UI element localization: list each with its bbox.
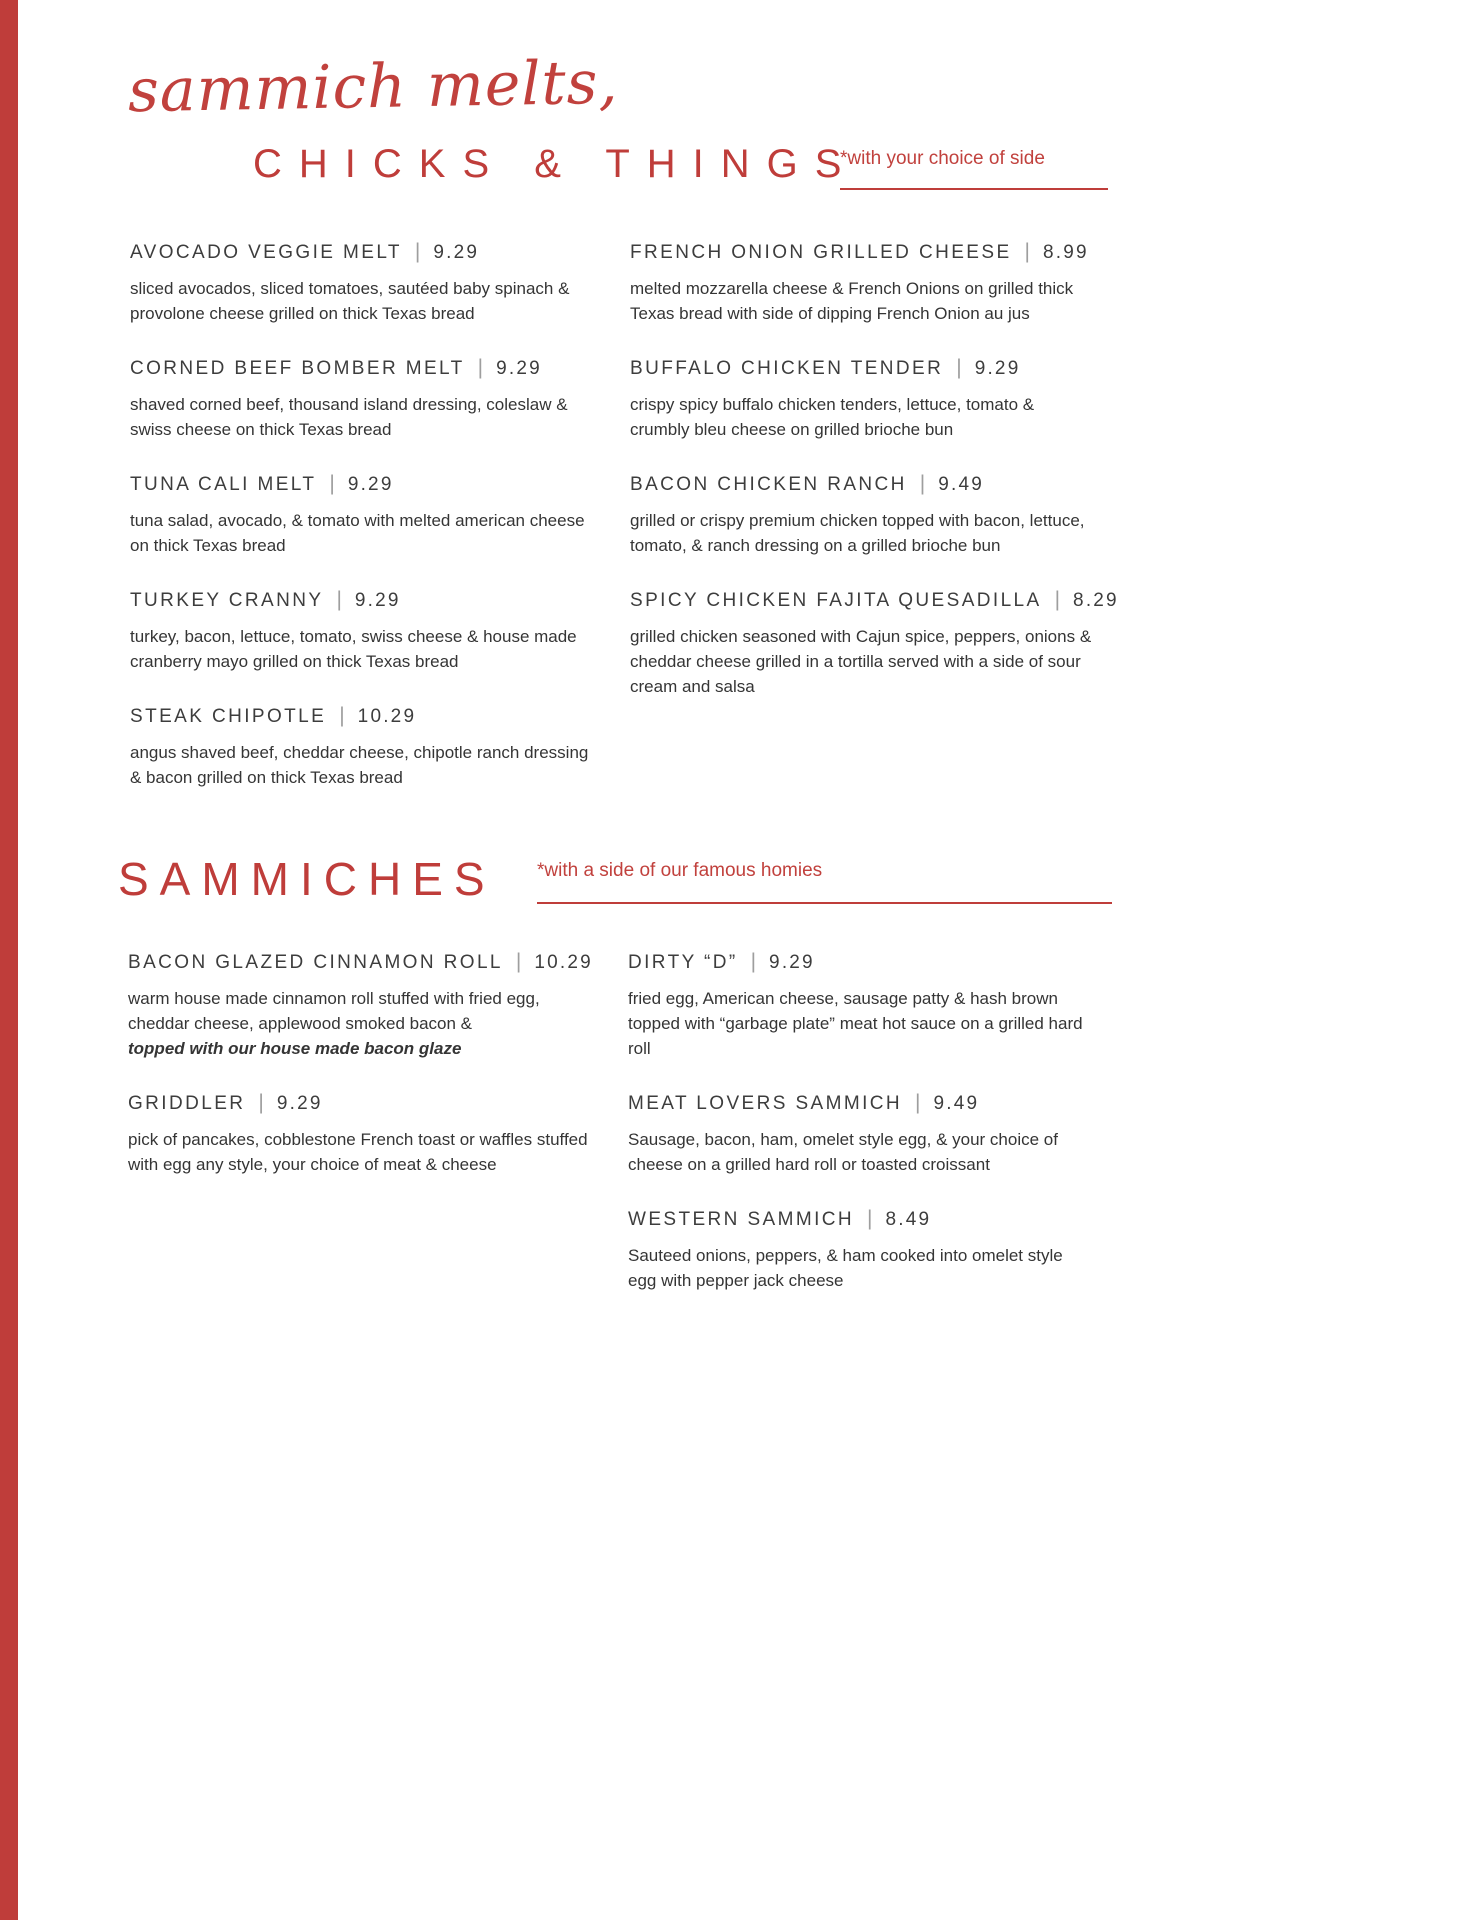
item-price: 9.29: [496, 358, 542, 379]
section2-left-column: [128, 950, 593, 1207]
item-price: 9.29: [769, 952, 815, 973]
menu-item: [628, 1207, 1093, 1293]
item-header: [130, 588, 595, 612]
item-price: 10.29: [534, 952, 593, 973]
item-header: [628, 950, 1093, 974]
price-separator-icon: |: [414, 240, 421, 263]
item-name: AVOCADO VEGGIE MELT: [130, 242, 402, 263]
section2-items: [128, 950, 1118, 1323]
item-description: Sausage, bacon, ham, omelet style egg, & your choice of cheese on a grilled hard roll or toasted croissant: [628, 1130, 1058, 1174]
price-separator-icon: |: [339, 704, 345, 727]
menu-item: [128, 950, 593, 1061]
item-header: [128, 950, 593, 974]
section2-title: SAMMICHES: [118, 853, 496, 905]
item-name: STEAK CHIPOTLE: [130, 706, 327, 727]
item-header: [630, 472, 1095, 496]
menu-item: [130, 704, 595, 790]
menu-item: [630, 588, 1119, 699]
menu-item: [628, 950, 1093, 1061]
section2-note: *with a side of our famous homies: [537, 860, 1112, 904]
left-accent-bar: [0, 0, 18, 1920]
item-price: 9.29: [433, 242, 480, 263]
item-description: warm house made cinnamon roll stuffed with fried egg, cheddar cheese, applewood smoked bacon &: [128, 989, 540, 1033]
menu-item: [130, 240, 595, 326]
item-price: 9.29: [974, 358, 1021, 379]
section1-title: CHICKS & THINGS: [253, 142, 859, 186]
item-header: [630, 356, 1095, 380]
price-separator-icon: |: [515, 950, 522, 973]
item-description: melted mozzarella cheese & French Onions on grilled thick Texas bread with side of dipping French Onion au jus: [630, 279, 1074, 323]
item-header: [628, 1207, 1093, 1231]
section1-items: [130, 240, 1120, 820]
item-header: [630, 588, 1119, 612]
item-name: BUFFALO CHICKEN TENDER: [630, 358, 944, 379]
price-separator-icon: |: [919, 472, 926, 495]
item-name: SPICY CHICKEN FAJITA QUESADILLA: [630, 590, 1042, 611]
item-header: [128, 1091, 593, 1115]
item-header: [130, 704, 595, 728]
item-price: 9.29: [354, 590, 401, 611]
section1-note: *with your choice of side: [840, 148, 1108, 190]
item-name: GRIDDLER: [128, 1093, 246, 1114]
item-price: 9.29: [347, 474, 394, 495]
item-name: BACON CHICKEN RANCH: [630, 474, 907, 495]
item-header: [130, 240, 595, 264]
item-name: TURKEY CRANNY: [130, 590, 324, 611]
menu-item: [628, 1091, 1093, 1177]
item-price: 9.49: [933, 1093, 980, 1114]
price-separator-icon: |: [956, 356, 962, 379]
item-name: FRENCH ONION GRILLED CHEESE: [630, 242, 1012, 263]
item-name: MEAT LOVERS SAMMICH: [628, 1093, 902, 1114]
menu-item: [130, 356, 595, 442]
item-price: 9.49: [938, 474, 985, 495]
section1-right-column: [630, 240, 1119, 729]
price-separator-icon: |: [750, 950, 757, 973]
section1-left-column: [130, 240, 595, 820]
menu-item: [130, 472, 595, 558]
price-separator-icon: |: [329, 472, 335, 495]
item-description: tuna salad, avocado, & tomato with melted american cheese on thick Texas bread: [130, 511, 585, 555]
item-description: crispy spicy buffalo chicken tenders, lettuce, tomato & crumbly bleu cheese on grilled brioche bun: [630, 395, 1035, 439]
price-separator-icon: |: [1024, 240, 1030, 263]
item-description: turkey, bacon, lettuce, tomato, swiss cheese & house made cranberry mayo grilled on thick Texas bread: [130, 627, 577, 671]
item-header: [130, 472, 595, 496]
menu-item: [630, 240, 1095, 326]
price-separator-icon: |: [915, 1091, 921, 1114]
item-name: WESTERN SAMMICH: [628, 1209, 854, 1230]
item-description: sliced avocados, sliced tomatoes, sautéed baby spinach & provolone cheese grilled on thick Texas bread: [130, 279, 570, 323]
item-price: 8.49: [885, 1209, 932, 1230]
item-description-emphasis: topped with our house made bacon glaze: [128, 1039, 462, 1058]
price-separator-icon: |: [258, 1091, 264, 1114]
item-description: grilled or crispy premium chicken topped with bacon, lettuce, tomato, & ranch dressing on a grilled brioche bun: [630, 511, 1085, 555]
price-separator-icon: |: [477, 356, 484, 379]
item-description: angus shaved beef, cheddar cheese, chipotle ranch dressing & bacon grilled on thick Texas bread: [130, 743, 589, 787]
price-separator-icon: |: [336, 588, 342, 611]
item-description: grilled chicken seasoned with Cajun spice, peppers, onions & cheddar cheese grilled in a tortilla served with a side of sour cream and salsa: [630, 627, 1092, 696]
item-header: [630, 240, 1095, 264]
item-header: [628, 1091, 1093, 1115]
section2-right-column: [628, 950, 1093, 1323]
menu-item: [130, 588, 595, 674]
price-separator-icon: |: [867, 1207, 873, 1230]
menu-item: [630, 356, 1095, 442]
section1-script-title: sammich melts,: [127, 47, 620, 127]
item-description: pick of pancakes, cobblestone French toast or waffles stuffed with egg any style, your choice of meat & cheese: [128, 1130, 588, 1174]
price-separator-icon: |: [1054, 588, 1061, 611]
item-description: fried egg, American cheese, sausage patty & hash brown topped with “garbage plate” meat hot sauce on a grilled hard roll: [628, 989, 1083, 1058]
menu-item: [128, 1091, 593, 1177]
item-price: 10.29: [357, 706, 417, 727]
menu-item: [630, 472, 1095, 558]
item-description: Sauteed onions, peppers, & ham cooked into omelet style egg with pepper jack cheese: [628, 1246, 1063, 1290]
item-price: 9.29: [276, 1093, 323, 1114]
item-name: DIRTY “D”: [628, 952, 738, 973]
item-header: [130, 356, 595, 380]
item-price: 8.99: [1043, 242, 1089, 263]
item-price: 8.29: [1073, 590, 1119, 611]
item-name: BACON GLAZED CINNAMON ROLL: [128, 952, 503, 973]
item-description: shaved corned beef, thousand island dressing, coleslaw & swiss cheese on thick Texas bread: [130, 395, 568, 439]
item-name: TUNA CALI MELT: [130, 474, 317, 495]
item-name: CORNED BEEF BOMBER MELT: [130, 358, 465, 379]
